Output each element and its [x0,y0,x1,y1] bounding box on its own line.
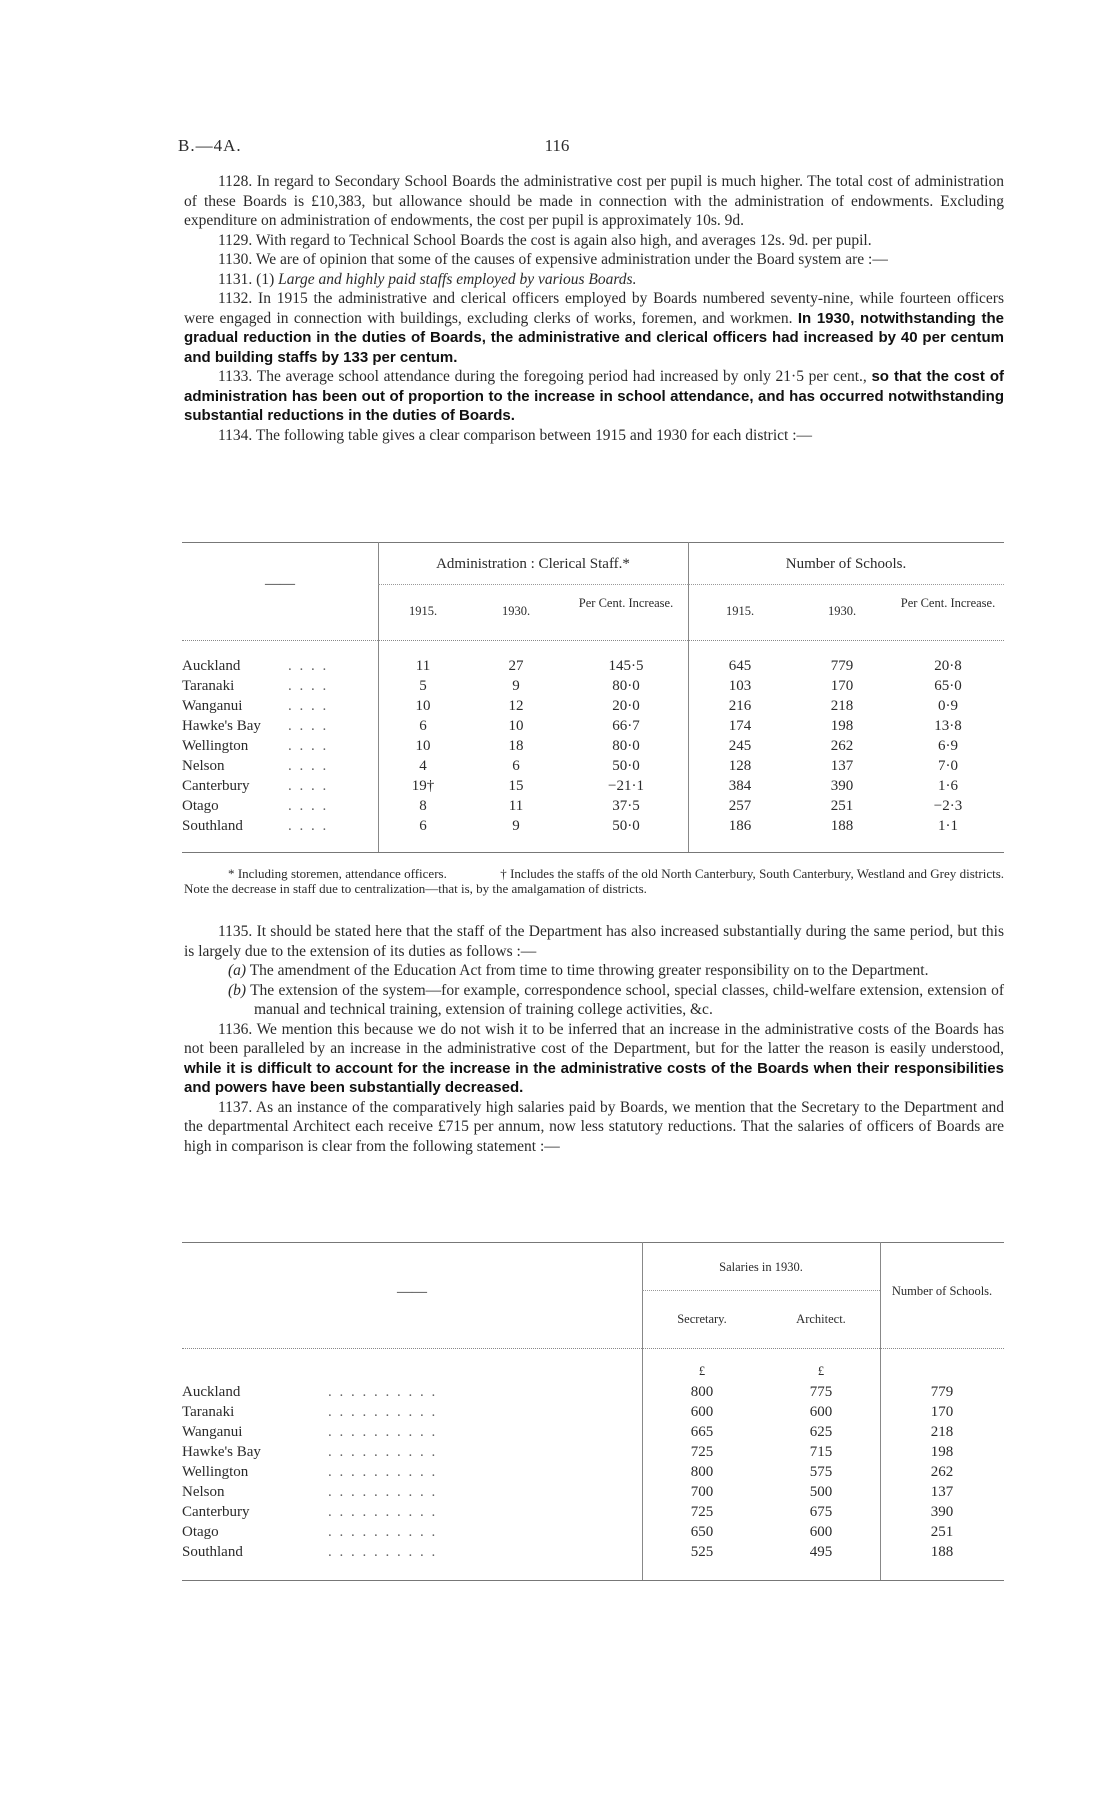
item-b-text: The extension of the system—for example, correspondence school, special classes, child-welfare extension, extension of manual and technical training, extension of training college activities, &c. [250,981,1004,1018]
staff-1930: 12 [508,698,524,714]
district-name: Southland [182,818,243,834]
staff-1915: 5 [419,678,427,694]
district-name: Southland [182,1544,243,1560]
schools-1915: 384 [728,778,752,794]
district-name: Hawke's Bay [182,1444,261,1460]
staff-1915: 4 [419,758,427,774]
secretary-salary: 665 [690,1424,714,1440]
secretary-salary: 800 [690,1384,714,1400]
architect-salary: 495 [809,1544,833,1560]
table1-group-admin: Administration : Clerical Staff.* [436,556,630,572]
paragraph-1136-text: 1136. We mention this because we do not wish it to be inferred that an increase in the administrative costs of the Boards has not been paralleled by an increase in the administrative cost of the Department, but for the latter the reason is easily understood, [184,1020,1004,1057]
schools-1930: 779 [830,658,854,674]
staff-1930: 6 [512,758,520,774]
table1-col-1930: 1930. [501,604,531,618]
number-of-schools: 251 [930,1524,954,1540]
leader-dots: . . . . . . . . . . [328,1464,438,1480]
table1-col-pctb: Per Cent. Increase. [900,596,996,610]
leader-dots: . . . . [288,698,329,714]
table1-group-schools: Number of Schools. [785,556,907,572]
paragraph-1133 [184,367,1004,426]
schools-pct-increase: 65·0 [934,678,962,694]
leader-dots: . . . . . . . . . . [328,1504,438,1520]
secretary-salary: 725 [690,1444,714,1460]
leader-dots: . . . . [288,718,329,734]
table1-col-1915b: 1915. [725,604,755,618]
schools-pct-increase: 6·9 [938,738,958,754]
staff-1930: 27 [508,658,524,674]
schools-1915: 174 [728,718,752,734]
paragraph-1131 [184,270,1004,290]
schools-1915: 128 [728,758,752,774]
staff-pct-increase: 80·0 [612,678,640,694]
leader-dots: . . . . [288,798,329,814]
paragraph-1131-number: 1131. (1) [218,270,275,288]
paragraph-1135: 1135. It should be stated here that the staff of the Department has also increased substantially during the same period, but this is largely due to the extension of its duties as follows :— [184,923,1004,960]
district-name: Otago [182,1524,219,1540]
number-of-schools: 390 [930,1504,954,1520]
district-name: Auckland [182,1384,241,1400]
staff-pct-increase: 20·0 [612,698,640,714]
footnote-storemen: * Including storemen, attendance officers. [228,866,447,881]
table1-top-rule [182,542,1004,543]
table2-group-salaries: Salaries in 1930. [719,1260,803,1274]
table2-stub-dash: —— [397,1284,427,1300]
document-reference: B.—4A. [178,136,242,155]
table1-col-1915: 1915. [408,604,438,618]
table1-header-rule [182,640,1004,641]
secretary-salary: 600 [690,1404,714,1420]
table2-header-rule [182,1348,1004,1349]
secretary-salary: 800 [690,1464,714,1480]
architect-salary: 575 [809,1464,833,1480]
body-text-top [184,172,1004,445]
number-of-schools: 779 [930,1384,954,1400]
paragraph-1135b [184,981,1004,1020]
district-name: Wellington [182,738,249,754]
staff-pct-increase: 145·5 [608,658,644,674]
paragraph-1128: 1128. In regard to Secondary School Boards the administrative cost per pupil is much higher. The total cost of administration of these Boards is £10,383, but allowance should be made in connection with the administration of endowments. Excluding expenditure on administration of endowments, the cost per pupil is approximately 10s. 9d. [184,173,1004,229]
leader-dots: . . . . [288,678,329,694]
staff-1930: 9 [512,818,520,834]
table2-col-schools: Number of Schools. [891,1284,993,1298]
paragraph-1131-heading: Large and highly paid staffs employed by various Boards. [278,270,637,288]
staff-1930: 11 [508,798,524,814]
table1-col-1930b: 1930. [827,604,857,618]
district-name: Taranaki [182,678,235,694]
secretary-salary: 525 [690,1544,714,1560]
leader-dots: . . . . . . . . . . [328,1544,438,1560]
district-name: Otago [182,798,219,814]
staff-1915: 11 [415,658,431,674]
leader-dots: . . . . [288,658,329,674]
staff-1915: 6 [419,818,427,834]
number-of-schools: 218 [930,1424,954,1440]
number-of-schools: 198 [930,1444,954,1460]
leader-dots: . . . . [288,738,329,754]
leader-dots: . . . . . . . . . . [328,1384,438,1400]
leader-dots: . . . . . . . . . . [328,1404,438,1420]
district-name: Nelson [182,758,225,774]
district-name: Canterbury [182,1504,250,1520]
architect-salary: 625 [809,1424,833,1440]
paragraph-1134: 1134. The following table gives a clear comparison between 1915 and 1930 for each district :— [218,426,812,444]
schools-pct-increase: 13·8 [934,718,962,734]
architect-salary: 715 [809,1444,833,1460]
table2-bottom-rule [182,1580,1004,1581]
leader-dots: . . . . . . . . . . [328,1484,438,1500]
schools-pct-increase: 7·0 [938,758,958,774]
number-of-schools: 262 [930,1464,954,1480]
body-text-bottom [184,922,1004,1156]
staff-pct-increase: 37·5 [612,798,640,814]
schools-1930: 170 [830,678,854,694]
staff-pct-increase: 80·0 [612,738,640,754]
district-name: Wellington [182,1464,249,1480]
staff-1930: 15 [508,778,524,794]
table1-subrule [378,584,688,585]
architect-salary: 675 [809,1504,833,1520]
staff-1915: 6 [419,718,427,734]
architect-salary: 600 [809,1524,833,1540]
schools-1930: 198 [830,718,854,734]
table2-col-architect: Architect. [796,1312,846,1326]
architect-salary: 500 [809,1484,833,1500]
district-name: Nelson [182,1484,225,1500]
paragraph-1132-text: 1132. In 1915 the administrative and clerical officers employed by Boards numbered seventy-nine, while fourteen officers were engaged in connection with buildings, excluding clerks of works, foremen, and workmen. [184,290,1004,327]
schools-1930: 262 [830,738,854,754]
paragraph-1136 [184,1020,1004,1098]
table1-subrule [688,584,1004,585]
schools-pct-increase: −2·3 [933,798,963,814]
schools-1930: 188 [830,818,854,834]
paragraph-1135a [184,961,1004,981]
table2-subrule [642,1290,880,1291]
number-of-schools: 170 [930,1404,954,1420]
district-name: Hawke's Bay [182,718,261,734]
secretary-salary: 700 [690,1484,714,1500]
schools-1915: 645 [728,658,752,674]
schools-1930: 218 [830,698,854,714]
footnote-canterbury: † Includes the staffs of the old North Canterbury, South Canterbury, Westland and Grey districts. Note the decrease in staff due to centralization—that is, by the amalgamation of districts. [184,866,1005,896]
table2-unit-architect: £ [817,1364,825,1378]
staff-pct-increase: 66·7 [612,718,640,734]
paragraph-1129: 1129. With regard to Technical School Boards the cost is again also high, and averages 12s. 9d. per pupil. [218,231,872,249]
schools-pct-increase: 0·9 [938,698,958,714]
paragraph-1137: 1137. As an instance of the comparatively high salaries paid by Boards, we mention that the Secretary to the Department and the departmental Architect each receive £715 per annum, now less statutory reductions. That the salaries of officers of Boards are high in comparison is clear from the following statement :— [184,1098,1004,1155]
leader-dots: . . . . . . . . . . [328,1424,438,1440]
paragraph-1132-emphasis: In 1930, notwithstanding the gradual reduction in the duties of Boards, the administrative and clerical officers had increased by 40 per centum and building staffs by 133 per centum. [184,309,1004,366]
staff-pct-increase: 50·0 [612,758,640,774]
staff-pct-increase: 50·0 [612,818,640,834]
schools-1930: 251 [830,798,854,814]
leader-dots: . . . . [288,818,329,834]
schools-1915: 186 [728,818,752,834]
item-b-label: (b) [228,981,247,999]
table1-col-pct: Per Cent. Increase. [578,596,674,610]
architect-salary: 775 [809,1384,833,1400]
staff-1930: 10 [508,718,524,734]
paragraph-1136-emphasis: while it is difficult to account for the increase in the administrative costs of the Boards when their responsibilities and powers have been substantially decreased. [184,1059,1004,1096]
paragraph-1133-text: 1133. The average school attendance during the foregoing period had increased by only 21·5 per cent., [218,368,867,385]
table1-footnotes [184,866,1004,896]
table2-col-secretary: Secretary. [677,1312,727,1326]
page-header [178,136,936,160]
leader-dots: . . . . [288,778,329,794]
table1-stub-dash: —— [265,576,295,592]
staff-1915: 10 [415,738,431,754]
schools-pct-increase: 1·6 [938,778,958,794]
architect-salary: 600 [809,1404,833,1420]
item-a-text: The amendment of the Education Act from time to time throwing greater responsibility on to the Department. [249,962,929,979]
number-of-schools: 188 [930,1544,954,1560]
district-name: Auckland [182,658,241,674]
leader-dots: . . . . [288,758,329,774]
schools-1915: 216 [728,698,752,714]
staff-1930: 9 [512,678,520,694]
staff-1915: 8 [419,798,427,814]
staff-1915: 10 [415,698,431,714]
secretary-salary: 650 [690,1524,714,1540]
paragraph-1130: 1130. We are of opinion that some of the causes of expensive administration under the Board system are :— [218,251,888,268]
leader-dots: . . . . . . . . . . [328,1444,438,1460]
leader-dots: . . . . . . . . . . [328,1524,438,1540]
schools-1930: 390 [830,778,854,794]
schools-1915: 257 [728,798,752,814]
district-name: Wanganui [182,1424,243,1440]
staff-pct-increase: −21·1 [608,778,644,794]
number-of-schools: 137 [930,1484,954,1500]
schools-pct-increase: 20·8 [934,658,962,674]
paragraph-1133-emphasis: so that the cost of administration has been out of proportion to the increase in school attendance, and has occurred notwithstanding substantial reductions in the duties of Boards. [184,368,1005,424]
district-name: Wanganui [182,698,243,714]
staff-1930: 18 [508,738,524,754]
secretary-salary: 725 [690,1504,714,1520]
page-number: 116 [544,136,570,155]
schools-pct-increase: 1·1 [938,818,958,834]
schools-1915: 103 [728,678,752,694]
table1-bottom-rule [182,852,1004,853]
table2-unit-secretary: £ [698,1364,706,1378]
staff-1915: 19† [411,778,435,794]
schools-1915: 245 [728,738,752,754]
schools-1930: 137 [830,758,854,774]
district-name: Taranaki [182,1404,235,1420]
district-name: Canterbury [182,778,250,794]
item-a-label: (a) [228,962,247,979]
paragraph-1132 [184,289,1004,367]
